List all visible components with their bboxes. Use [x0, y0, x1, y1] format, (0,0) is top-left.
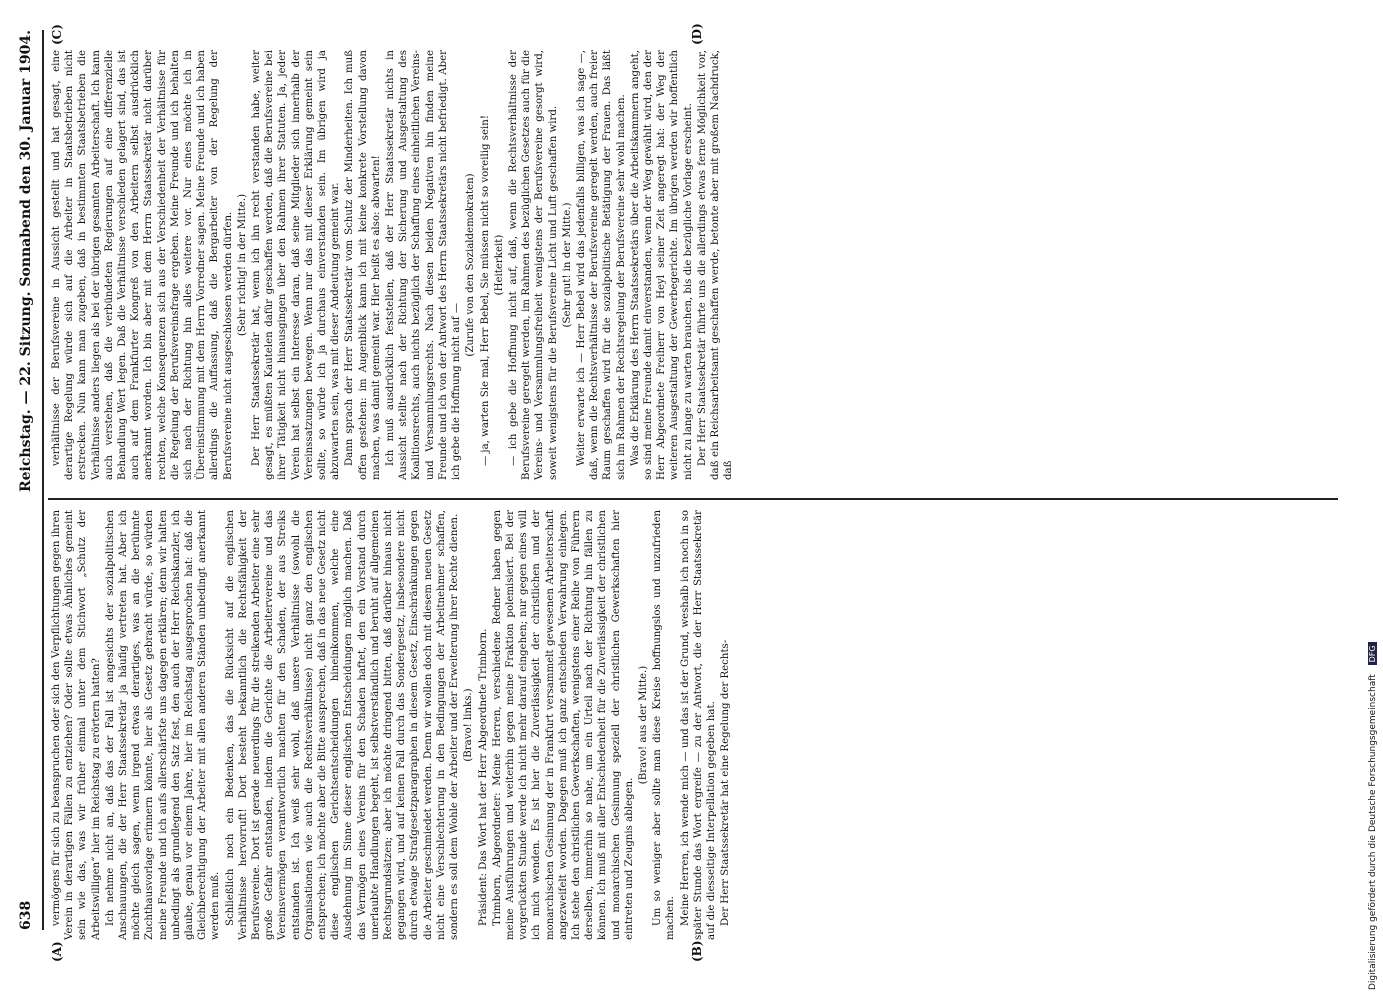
- paragraph: Der Herr Staatssekretär hat eine Regelung der Rechts-: [720, 639, 732, 926]
- paragraph: Präsident: Das Wort hat der Herr Abgeordnete Trimborn.: [477, 628, 489, 926]
- interjection: (Zurufe von den Sozialdemokraten): [465, 173, 477, 357]
- paragraph: Der Herr Staatssekretär führte uns die allerdings etwas ferne Möglichkeit vor, daß ein Reichsarbeitsamt geschaffen werde, betonte aber mit großem Nachdruck, daß: [696, 50, 735, 480]
- column-divider: [48, 498, 1338, 500]
- paragraph: Ich nehme nicht an, daß das der Fall ist angesichts der sozialpolitischen Anschauungen, die der Herr Staatssekretär ja häufig vertreten hat. Aber ich möchte gleich sagen, wenn irgend etwas derartiges, was an die berühmte Zuchthausvorlage erinnern könnte, hier als Gesetz gebracht würde, so würden meine Freunde und ich aufs allerschärfste uns dagegen erklären; denn wir halten unbedingt als grundlegend den Satz fest, den auch der Herr Reichskanzler, ich glaube, genau vor einem Jahre, hier im Reichstag ausgesprochen hat: daß die Gleichberechtigung der Arbeiter mit allen anderen Ständen unbedingt anerkannt werden muß.: [104, 510, 222, 940]
- paragraph: Der Herr Staatssekretär hat, wenn ich ihn recht verstanden habe, weiter gesagt, es müßten Kautelen dafür geschaffen werden, daß die Berufsvereine bei ihrer Tätigkeit nicht hinausgingen über den Rahmen ihrer Statuten. Ja, jeder Verein hat selbst ein Interesse daran, daß seine Mitglieder sich innerhalb der Vereinssatzungen bewegen. Wenn nur das mit dieser Erklärung gemeint sein sollte, so würde ich ja durchaus einverstanden sein. Im übrigen wird ja abzuwarten sein, was mit dieser Andeutung gemeint war.: [251, 50, 342, 480]
- margin-marker-b: (B): [690, 940, 704, 962]
- paragraph: vermögens für sich zu beanspruchen oder sich den Verpflichtungen gegen ihren Verein in derartigen Fällen zu entziehen? Oder sollte etwas Ähnliches gemeint sein wie das, was wir früher einmal unter dem Stichwort „Schutz der Arbeitswilligen“ hier im Reichstag zu erörtern hatten?: [51, 510, 102, 940]
- paragraph: Trimborn, Abgeordneter: Meine Herren, verschiedene Redner haben gegen meine Ausführungen und weiterhin gegen meine Fraktion polemisiert. Bei der vorgerückten Stunde werde ich nicht mehr darauf eingehen; nur gegen eines will ich mich wenden. Es ist hier die Zuverlässigkeit der christlichen und der monarchischen Gesinnung der in Frankfurt versammelt gewesenen Arbeiterschaft angezweifelt worden. Dagegen muß ich ganz entschieden Verwahrung einlegen. Ich stehe den christlichen Gewerkschaften, wenigstens einer Reihe von Führern derselben, immerhin so nahe, um ein Urteil nach der Richtung hin fällen zu können. Ich muß mit aller Entschiedenheit für die Zuverlässigkeit der christlichen und monarchischen Gesinnung speziell der christlichen Gewerkschaften hier eintreten und Zeugnis ablegen.: [491, 510, 635, 940]
- paragraph: Ich muß ausdrücklich feststellen, daß der Herr Staatssekretär nichts in Aussicht stellte nach der Richtung der Sicherung und Ausgestaltung des Koalitionsrechts, auch nichts bezüglich der Schaffung eines einheitlichen Vereins- und Versammlungsrechts. Nach diesen beiden Negativen hin finden meine Freunde und ich von der Antwort des Herrn Staatssekretärs nicht befriedigt. Aber ich gebe die Hoffnung nicht auf —: [385, 50, 463, 480]
- funding-text: Digitalisierung gefördert durch die Deutsche Forschungsgemeinschaft: [1368, 674, 1378, 990]
- funding-note: [1368, 610, 1383, 990]
- paragraph: Meine Herren, ich wende mich — und das ist der Grund, weshalb ich noch in so später Stunde das Wort ergreife — zu der Antwort, die der Herr Staatssekretär auf die diesseitige Interpellation gegeben hat.: [679, 510, 717, 940]
- margin-marker-c: (C): [50, 24, 64, 45]
- paragraph: Um so weniger aber sollte man diese Kreise hoffnungslos und unzufrieden machen.: [652, 510, 677, 940]
- interjection: (Heiterkeit): [493, 234, 505, 296]
- margin-marker-d: (D): [690, 23, 704, 45]
- paragraph: Weiter erwarte ich — Herr Bebel wird das jedenfalls billigen, was ich sage —, daß, wenn die Rechtsverhältnisse der Berufsvereine geregelt werden, auch freier Raum geschaffen wird für die sozialpolitische Betätigung der Frauen. Das läßt sich im Rahmen der Rechtsregelung der Berufsvereine sehr wohl machen.: [575, 50, 627, 480]
- interjection: (Bravo! links.): [463, 688, 475, 762]
- page-number: 638: [18, 900, 34, 930]
- paragraph: Was die Erklärung des Herrn Staatssekretärs über die Arbeitskammern angeht, so sind meine Freunde damit einverstanden, wenn der Weg gewählt wird, den der Herr Abgeordnete Freiherr von Heyl seiner Zeit angeregt hat: der Weg der weiteren Ausgestaltung der Gewerbegerichte. Im übrigen werden wir hoffentlich nicht zu lange zu warten brauchen, bis die bezügliche Vorlage erscheint.: [629, 50, 694, 480]
- paragraph: — ja, warten Sie mal, Herr Bebel, Sie müssen nicht so voreilig sein!: [479, 115, 491, 466]
- interjection: (Bravo! aus der Mitte.): [637, 665, 649, 785]
- interjection: (Sehr gut! in der Mitte.): [561, 202, 573, 328]
- running-title: Reichstag. — 22. Sitzung. Sonnabend den 30. Januar 1904.: [18, 30, 34, 492]
- paragraph: — ich gebe die Hoffnung nicht auf, daß, wenn die Rechtsverhältnisse der Berufsvereine geregelt werden, im Rahmen des bezüglichen Gesetzes auch für die Vereins- und Versammlungsfreiheit wenigstens der Berufsvereine gesorgt wird, soweit wenigstens für die Berufsvereine Licht und Luft geschaffen wird.: [507, 50, 559, 480]
- margin-marker-a: (A): [50, 941, 64, 962]
- text-column-right: [50, 50, 736, 480]
- paragraph: Schließlich noch ein Bedenken, das die Rücksicht auf die englischen Verhältnisse hervorruft! Dort besteht bekanntlich die Rechtsfähigkeit der Berufsvereine. Dort ist gerade neuerdings für die streikenden Arbeiter eine sehr große Gefahr entstanden, indem die Gerichte die Arbeitervereine und das Vereinsvermögen verantwortlich machten für den Schaden, der aus Streiks entstanden ist. Ich weiß sehr wohl, daß unsere Verhältnisse (sowohl die Organisationen wie auch die Rechtsverhältnisse) nicht ganz den englischen entsprechen; ich möchte aber die Bitte aussprechen, daß in das neue Gesetz nicht diese englischen Gerichtsentscheidungen hineinkommen, welche eine Ausdehnung im Sinne dieser englischen Entscheidungen möglich machen. Daß das Vermögen eines Vereins für den Schaden haftet, den ein Vorstand durch unerlaubte Handlungen begeht, ist selbstverständlich und beruht auf allgemeinen Rechtsgrundsätzen; aber ich möchte dringend bitten, daß darüber hinaus nicht gegangen wird, und auf keinen Fall durch das Sondergesetz, insbesondere nicht durch etwaige Strafgesetzparagraphen in diesem Gesetz, Einschränkungen gegen die Arbeiter geschmiedet werden. Denn wir wollen doch mit diesem neuen Gesetz nicht eine Verschlechterung in den Bedingungen der Arbeitnehmer schaffen, sondern es soll dem Wohle der Arbeiter und der Erweiterung ihrer Rechte dienen.: [224, 510, 461, 940]
- interjection: (Sehr richtig! in der Mitte.): [236, 193, 248, 337]
- dfg-logo: DFG: [1368, 642, 1377, 665]
- text-column-left: [50, 510, 733, 940]
- paragraph: Dann sprach der Herr Staatssekretär vom Schutz der Minderheiten. Ich muß offen gestehen: im Augenblick kann ich mit keine konkrete Vorstellung davon machen, was damit gemeint war. Hier heißt es also: abwarten!: [344, 50, 382, 480]
- paragraph: verhältnisse der Berufsvereine in Aussicht gestellt und hat gesagt, eine derartige Regelung würde sich auf die Arbeiter in Staatsbetrieben nicht erstrecken. Nun kann man zugeben, daß in bestimmten Staatsbetrieben die Verhältnisse anders liegen als bei der übrigen gesamten Arbeiterschaft. Ich kann auch verstehen, daß die verbündeten Regierungen auf eine differenzielle Behandlung Wert legen. Daß die Verhältnisse verschieden gelagert sind, das ist auch auf dem Frankfurter Kongreß von den Arbeitern selbst ausdrücklich anerkannt worden. Ich bin aber mit dem Herrn Staatssekretär nicht darüber rechten, welche Konsequenzen sich aus der Verschiedenheit der Verhältnisse für die Regelung der Berufsvereinsfrage ergeben. Meine Freunde und ich behalten sich nach der Richtung hin alles weitere vor. Nur eines möchte ich in Übereinstimmung mit dem Herrn Vorredner sagen. Meine Freunde und ich haben allerdings die Auffassung, daß die Bergarbeiter von der Regelung der Berufsvereine nicht ausgeschlossen werden dürfen.: [51, 50, 234, 480]
- page-header: [18, 30, 44, 930]
